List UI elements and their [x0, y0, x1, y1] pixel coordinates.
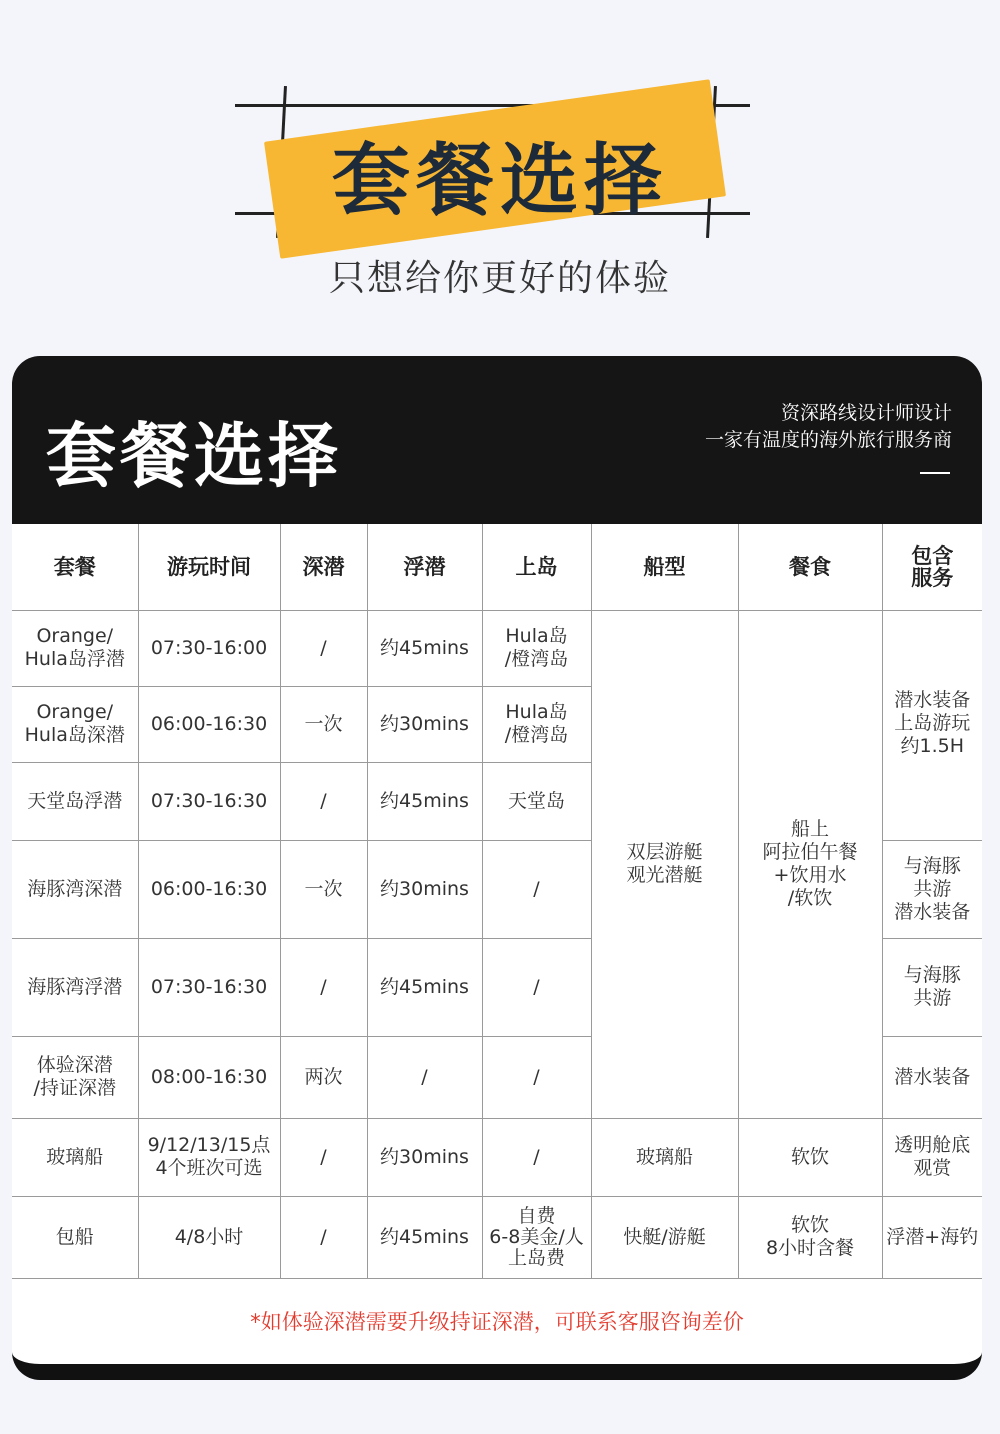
cell-snorkel: 约30mins — [367, 840, 482, 938]
cell-snorkel: 约45mins — [367, 938, 482, 1036]
cell-package: 天堂岛浮潜 — [12, 762, 138, 840]
package-table — [12, 524, 982, 1279]
header-island: 上岛 — [482, 524, 591, 610]
cell-deep-dive: 一次 — [280, 686, 367, 762]
cell-snorkel: 约45mins — [367, 610, 482, 686]
cell-time: 4/8小时 — [138, 1196, 280, 1278]
table-header-row — [12, 524, 982, 610]
header-deep-dive: 深潜 — [280, 524, 367, 610]
cell-boat: 玻璃船 — [591, 1118, 738, 1196]
cell-deep-dive: / — [280, 1196, 367, 1278]
cell-time: 08:00-16:30 — [138, 1036, 280, 1118]
cell-deep-dive: / — [280, 938, 367, 1036]
cell-package: 体验深潜 /持证深潜 — [12, 1036, 138, 1118]
cell-time: 07:30-16:00 — [138, 610, 280, 686]
cell-boat: 快艇/游艇 — [591, 1196, 738, 1278]
package-card — [12, 356, 982, 1380]
cell-service-a: 潜水装备 上岛游玩 约1.5H — [882, 610, 982, 840]
table-row — [12, 610, 982, 686]
cell-snorkel: 约30mins — [367, 1118, 482, 1196]
table-row — [12, 1196, 982, 1278]
cell-island: Hula岛 /橙湾岛 — [482, 686, 591, 762]
cell-island: / — [482, 840, 591, 938]
cell-service: 浮潜+海钓 — [882, 1196, 982, 1278]
cell-package: 海豚湾深潜 — [12, 840, 138, 938]
cell-meal: 软饮 — [738, 1118, 882, 1196]
cell-meal-merged: 船上 阿拉伯午餐 +饮用水 /软饮 — [738, 610, 882, 1118]
cell-time: 06:00-16:30 — [138, 686, 280, 762]
cell-package: Orange/ Hula岛深潜 — [12, 686, 138, 762]
cell-boat-merged: 双层游艇 观光潜艇 — [591, 610, 738, 1118]
cell-time: 07:30-16:30 — [138, 938, 280, 1036]
cell-meal: 软饮 8小时含餐 — [738, 1196, 882, 1278]
header-package: 套餐 — [12, 524, 138, 610]
cell-deep-dive: 两次 — [280, 1036, 367, 1118]
header-boat: 船型 — [591, 524, 738, 610]
hero-subtitle: 只想给你更好的体验 — [328, 258, 671, 299]
cell-deep-dive: 一次 — [280, 840, 367, 938]
upgrade-note: *如体验深潜需要升级持证深潜，可联系客服咨询差价 — [250, 1310, 744, 1334]
tagline-dash — [920, 472, 950, 474]
cell-island: 自费 6-8美金/人 上岛费 — [482, 1196, 591, 1278]
cell-deep-dive: / — [280, 610, 367, 686]
header-snorkel: 浮潜 — [367, 524, 482, 610]
cell-service-c: 与海豚 共游 — [882, 938, 982, 1036]
cell-time: 07:30-16:30 — [138, 762, 280, 840]
table-row — [12, 1118, 982, 1196]
cell-island: 天堂岛 — [482, 762, 591, 840]
cell-service-b: 与海豚 共游 潜水装备 — [882, 840, 982, 938]
cell-deep-dive: / — [280, 762, 367, 840]
cell-time: 9/12/13/15点 4个班次可选 — [138, 1118, 280, 1196]
cell-service: 透明舱底 观赏 — [882, 1118, 982, 1196]
tagline-line-1: 资深路线设计师设计 — [780, 402, 952, 424]
cell-package: Orange/ Hula岛浮潜 — [12, 610, 138, 686]
cell-service-d: 潜水装备 — [882, 1036, 982, 1118]
cell-island: / — [482, 938, 591, 1036]
cell-snorkel: 约45mins — [367, 1196, 482, 1278]
header-time: 游玩时间 — [138, 524, 280, 610]
cell-package: 包船 — [12, 1196, 138, 1278]
cell-island: Hula岛 /橙湾岛 — [482, 610, 591, 686]
cell-snorkel: 约30mins — [367, 686, 482, 762]
cell-island: / — [482, 1036, 591, 1118]
cell-island: / — [482, 1118, 591, 1196]
cell-package: 玻璃船 — [12, 1118, 138, 1196]
card-header — [12, 356, 982, 524]
card-tagline — [705, 400, 952, 454]
card-title: 套餐选择 — [46, 415, 342, 497]
cell-deep-dive: / — [280, 1118, 367, 1196]
cell-snorkel: / — [367, 1036, 482, 1118]
header-meal: 餐食 — [738, 524, 882, 610]
tagline-line-2: 一家有温度的海外旅行服务商 — [704, 429, 952, 451]
cell-time: 06:00-16:30 — [138, 840, 280, 938]
hero-title: 套餐选择 — [331, 136, 668, 226]
cell-snorkel: 约45mins — [367, 762, 482, 840]
header-service: 包含 服务 — [882, 524, 982, 610]
hero-section — [0, 0, 1000, 340]
cell-package: 海豚湾浮潜 — [12, 938, 138, 1036]
